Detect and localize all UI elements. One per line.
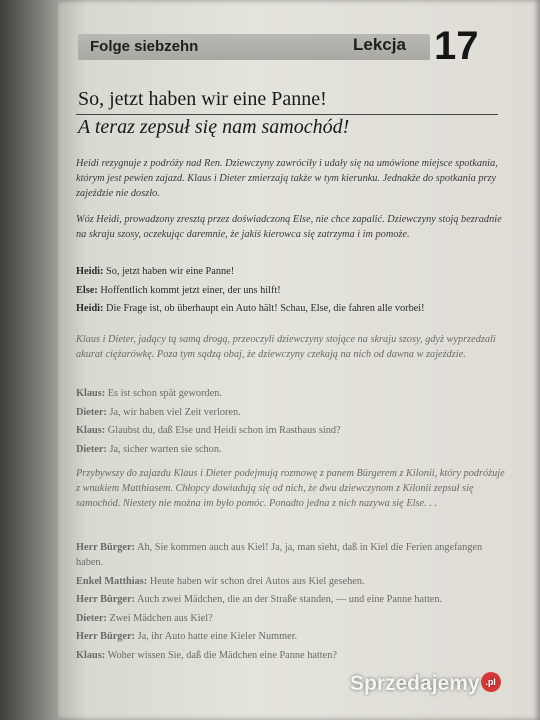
dialogue-line [76,574,506,589]
speaker: Herr Bürger: [76,542,135,553]
utterance: Zwei Mädchen aus Kiel? [109,612,213,624]
dialogue-line [76,423,506,438]
narration-4: Przybywszy do zajazdu Klaus i Dieter podejmują rozmowę z panem Bürgerem z Kilonii, który podróżuje z wnukiem Matthiasem. Chłopcy dowiadują się od nich, że dwu dziewczynom z Kilonii zepsuł się samochód. Niestety nie można im było pomóc. Ponadto jedna z nich nazywa się Else. . . [76,468,505,509]
utterance: Glaubst du, daß Else und Heidi schon im Rasthaus sind? [107,425,341,436]
book-page [58,0,540,720]
dialogue-line [76,301,506,316]
speaker: Else: [76,284,98,296]
utterance: Hoffentlich kommt jetzt einer, der uns hilft! [100,284,281,296]
title-german: So, jetzt haben wir eine Panne! [78,88,327,110]
dialogue-line [76,405,506,420]
header-lekcja-label: Lekcja [353,35,406,54]
speaker: Heidi: [76,303,104,314]
utterance: Die Frage ist, ob überhaupt ein Auto hält! Schau, Else, die fahren alle vorbei! [106,303,425,314]
utterance: Woher wissen Sie, daß die Mädchen eine Panne hatten? [107,649,337,661]
narration-3: Klaus i Dieter, jadący tą samą drogą, przeoczyli dziewczyny stojące na skraju szosy, gdyż wyprzedzali akurat ciężarówkę. Poza tym sądzą obaj, że dziewczyny czekają na nich od dawna w zajeździe. [76,334,496,360]
utterance: Ja, wir haben viel Zeit verloren. [109,406,241,418]
header-folge-label: Folge siebzehn [90,38,199,55]
utterance: Ja, sicher warten sie schon. [109,443,222,455]
dialogue-line [76,540,506,570]
utterance: So, jetzt haben wir eine Panne! [106,266,235,277]
dialogue-rasthaus [76,540,506,666]
lesson-header [78,24,498,68]
dialogue-boys [76,386,506,460]
watermark-badge: .pl [481,672,501,692]
dialogue-line [76,592,506,607]
dialogue-line [76,386,506,401]
title-polish: A teraz zepsuł się nam samochód! [78,116,350,138]
speaker: Heidi: [76,266,104,277]
utterance: Ja, ihr Auto hatte eine Kieler Nummer. [137,631,298,642]
speaker: Klaus: [76,649,106,661]
speaker: Herr Bürger: [76,631,135,642]
dialogue-girls [76,264,506,320]
dialogue-line [76,283,506,298]
speaker: Klaus: [76,425,106,436]
narration-2: Wóz Heidi, prowadzony zresztą przez doświadczoną Else, nie chce zapalić. Dziewczyny stoją bezradnie na skraju szosy, oczekując daremnie, że jakiś kierowca się zatrzyma i im pomoże. [76,214,502,240]
speaker: Enkel Matthias: [76,575,148,587]
speaker: Dieter: [76,612,107,624]
speaker: Herr Bürger: [76,594,135,605]
speaker: Dieter: [76,406,107,418]
watermark-text: Sprzedajemy [350,672,480,695]
dialogue-line [76,648,506,663]
speaker: Klaus: [76,388,106,399]
utterance: Es ist schon spät geworden. [107,388,222,399]
lesson-number: 17 [434,24,479,68]
utterance: Auch zwei Mädchen, die an der Straße standen, — und eine Panne hatten. [137,594,443,605]
dialogue-line [76,442,506,457]
dialogue-line [76,611,506,626]
utterance: Heute haben wir schon drei Autos aus Kiel gesehen. [149,575,365,587]
title-divider [76,114,498,115]
book-spine-shadow [0,0,62,720]
dialogue-line [76,629,506,644]
utterance: Ah, Sie kommen auch aus Kiel! Ja, ja, man sieht, daß in Kiel die Ferien angefangen haben. [76,542,483,568]
speaker: Dieter: [76,443,107,455]
watermark [350,672,501,696]
narration-1: Heidi rezygnuje z podróży nad Ren. Dziewczyny zawróciły i udały się na umówione miejsce spotkania, którym jest pewien zajazd. Klaus i Dieter zmierzają także w tym kierunku. Jednakże do spotkania przy zajeździe nie doszło. [76,158,498,199]
dialogue-line [76,264,506,279]
